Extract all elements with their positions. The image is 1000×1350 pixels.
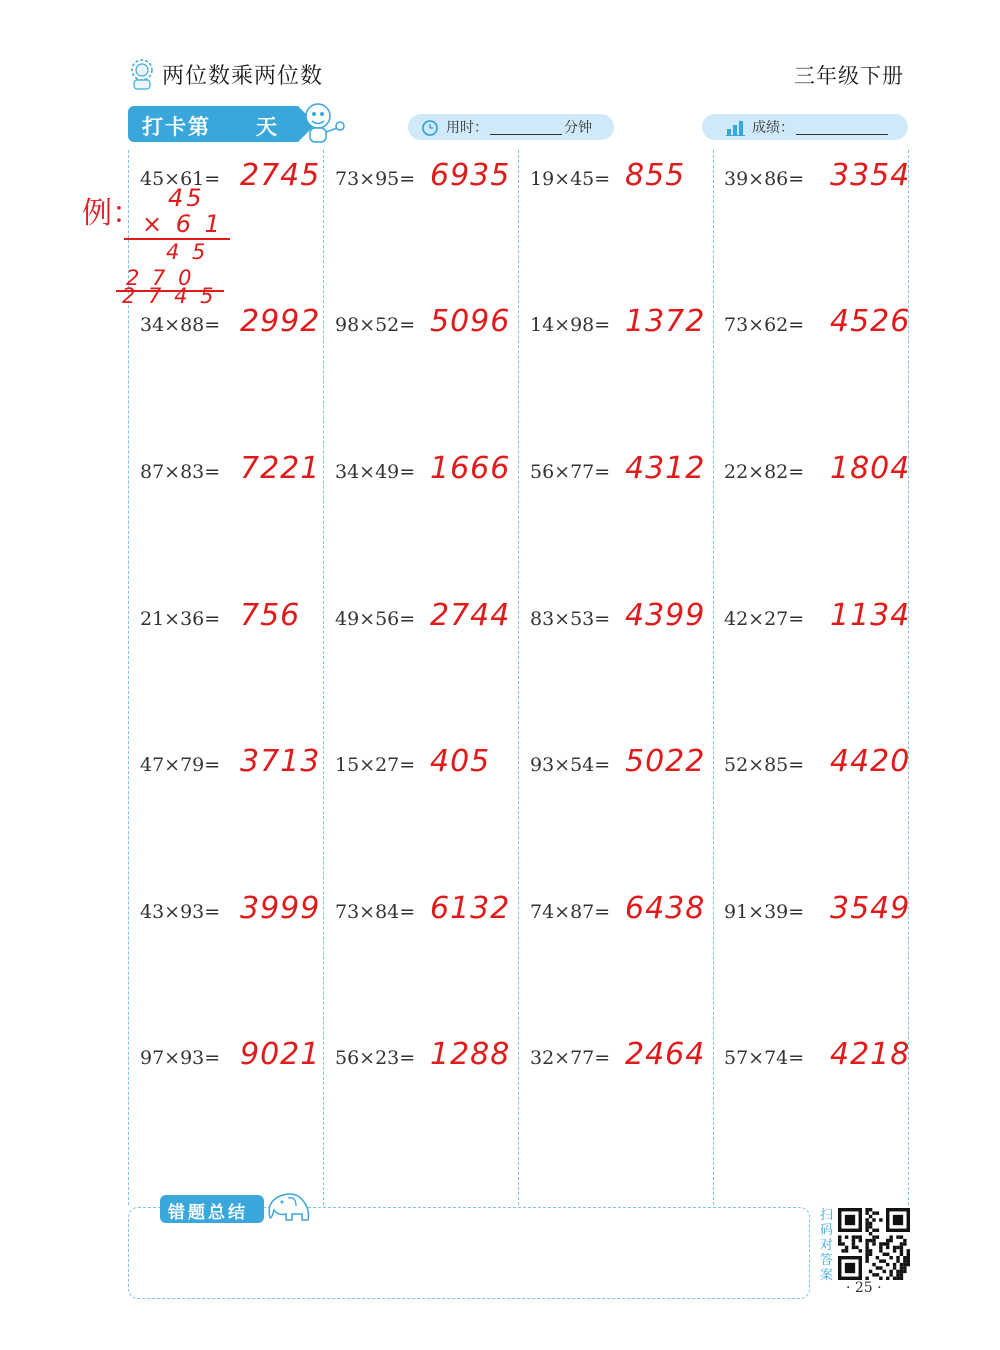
problem-question: 32×77= [530,1047,611,1069]
problem-question: 45×61= [140,168,221,190]
problem-answer[interactable]: 4218 [830,1037,911,1072]
problem-question: 42×27= [724,608,805,630]
problem-question: 47×79= [140,754,221,776]
column-divider [713,150,714,1205]
problem-answer[interactable]: 3354 [830,158,911,193]
problem-question: 39×86= [724,168,805,190]
problem-answer[interactable]: 4526 [830,304,911,339]
problem-question: 15×27= [335,754,416,776]
grade-label: 三年级下册 [794,64,904,88]
elephant-icon [262,1188,316,1228]
problem-question: 52×85= [724,754,805,776]
page-title: 两位数乘两位数 [162,63,324,89]
problem-answer[interactable]: 5022 [625,744,706,779]
problem-question: 73×84= [335,901,416,923]
problem-answer[interactable]: 3549 [830,891,911,926]
column-divider [518,150,519,1205]
problem-answer[interactable]: 2745 [240,158,321,193]
chart-icon [724,117,746,137]
problem-answer[interactable]: 7221 [240,451,321,486]
qr-code-icon[interactable] [838,1208,910,1280]
checkin-day-label: 天 [256,115,277,139]
problem-question: 73×95= [335,168,416,190]
example-partial-1: 4 5 [166,240,209,264]
problem-question: 87×83= [140,461,221,483]
problem-question: 34×49= [335,461,416,483]
problem-answer[interactable]: 2464 [625,1037,706,1072]
example-partial-2: 2 7 0 [126,266,195,290]
time-blank[interactable] [490,120,562,135]
problem-answer[interactable]: 4312 [625,451,706,486]
worksheet-title [128,56,323,92]
monkey-icon [300,100,348,146]
time-field[interactable] [408,114,614,140]
problem-answer[interactable]: 3999 [240,891,321,926]
time-label: 用时： [446,120,488,136]
problem-answer[interactable]: 1288 [430,1037,511,1072]
page-number: · 25 · [846,1280,882,1296]
problem-question: 19×45= [530,168,611,190]
problem-question: 91×39= [724,901,805,923]
problem-question: 34×88= [140,314,221,336]
clock-icon [420,117,440,137]
worked-example [82,180,252,330]
problem-answer[interactable]: 4399 [625,598,706,633]
problem-answer[interactable]: 405 [430,744,491,779]
problem-answer[interactable]: 2992 [240,304,321,339]
problem-answer[interactable]: 5096 [430,304,511,339]
checkin-label: 打卡第 [142,115,211,139]
lion-icon [128,58,156,90]
problem-answer[interactable]: 1372 [625,304,706,339]
problem-answer[interactable]: 3713 [240,744,321,779]
scan-answer-hint: 扫码对答案 [820,1208,834,1283]
problem-answer[interactable]: 4420 [830,744,911,779]
problem-question: 56×77= [530,461,611,483]
problem-question: 22×82= [724,461,805,483]
score-blank[interactable] [796,120,888,135]
example-multiplicand: 45 [168,184,205,212]
problem-question: 83×53= [530,608,611,630]
checkin-banner [128,106,298,142]
problem-question: 93×54= [530,754,611,776]
problem-question: 73×62= [724,314,805,336]
problem-question: 98×52= [335,314,416,336]
score-label: 成绩： [752,120,794,136]
problem-answer[interactable]: 6438 [625,891,706,926]
problem-question: 21×36= [140,608,221,630]
wrong-summary-tag [160,1195,264,1223]
example-multiplier: × 6 1 [142,210,223,238]
problem-question: 97×93= [140,1047,221,1069]
problem-answer[interactable]: 6935 [430,158,511,193]
example-label: 例： [82,196,142,231]
problem-answer[interactable]: 6132 [430,891,511,926]
column-divider [323,150,324,1205]
problem-answer[interactable]: 1804 [830,451,911,486]
problem-answer[interactable]: 1134 [830,598,911,633]
problem-answer[interactable]: 756 [240,598,301,633]
problem-answer[interactable]: 1666 [430,451,511,486]
wrong-summary-label: 错题总结 [168,1203,248,1223]
problem-answer[interactable]: 9021 [240,1037,321,1072]
problem-answer[interactable]: 2744 [430,598,511,633]
problem-question: 14×98= [530,314,611,336]
score-field[interactable] [702,114,908,140]
problem-question: 56×23= [335,1047,416,1069]
problem-question: 74×87= [530,901,611,923]
problem-question: 57×74= [724,1047,805,1069]
problem-answer[interactable]: 855 [625,158,686,193]
problem-question: 43×93= [140,901,221,923]
problem-question: 49×56= [335,608,416,630]
example-result: 2 7 4 5 [122,284,217,308]
time-unit: 分钟 [564,120,592,136]
